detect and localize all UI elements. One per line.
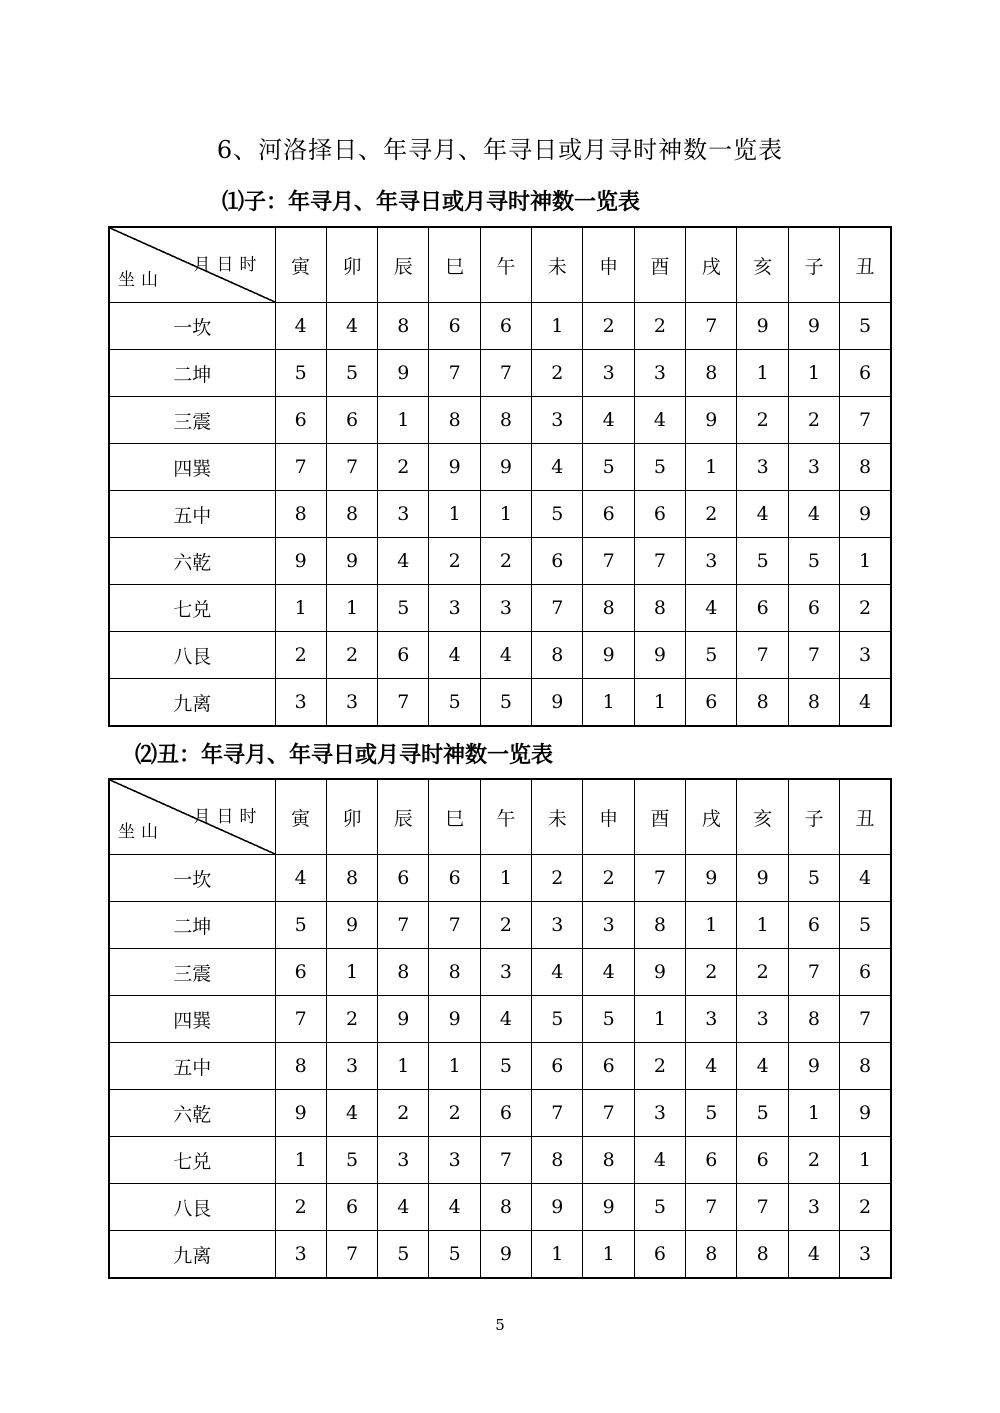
table-cell: 7: [326, 1231, 377, 1279]
column-header: 巳: [429, 779, 480, 855]
table-cell: 8: [686, 1231, 737, 1279]
table-cell: 1: [686, 444, 737, 491]
table-cell: 6: [634, 491, 685, 538]
table-cell: 2: [737, 397, 788, 444]
table-cell: 3: [326, 1043, 377, 1090]
table-cell: 4: [326, 303, 377, 350]
table-cell: 8: [532, 1137, 583, 1184]
table-cell: 9: [840, 491, 891, 538]
table-cell: 4: [275, 303, 326, 350]
table-cell: 6: [737, 1137, 788, 1184]
table-cell: 8: [788, 679, 839, 727]
table-cell: 8: [583, 1137, 634, 1184]
table-cell: 6: [737, 585, 788, 632]
table-cell: 3: [326, 679, 377, 727]
table-row: [109, 538, 891, 585]
row-label: 四巽: [109, 444, 275, 491]
row-label: 八艮: [109, 1184, 275, 1231]
table-cell: 6: [326, 1184, 377, 1231]
table-cell: 6: [583, 491, 634, 538]
table-cell: 7: [378, 679, 429, 727]
table-cell: 7: [532, 1090, 583, 1137]
table-cell: 2: [686, 491, 737, 538]
table-cell: 7: [583, 1090, 634, 1137]
table-cell: 7: [275, 444, 326, 491]
row-label: 六乾: [109, 538, 275, 585]
table-cell: 5: [378, 585, 429, 632]
table-row: [109, 303, 891, 350]
column-header: 寅: [275, 227, 326, 303]
table-cell: 1: [429, 491, 480, 538]
table-cell: 3: [686, 996, 737, 1043]
table-cell: 4: [840, 855, 891, 902]
table-cell: 7: [737, 1184, 788, 1231]
table-cell: 4: [429, 1184, 480, 1231]
column-header: 亥: [737, 779, 788, 855]
table-cell: 5: [583, 996, 634, 1043]
row-label: 九离: [109, 1231, 275, 1279]
table-cell: 9: [788, 303, 839, 350]
table-cell: 5: [326, 350, 377, 397]
table-cell: 5: [788, 855, 839, 902]
column-header: 卯: [326, 227, 377, 303]
column-header: 丑: [840, 779, 891, 855]
table-cell: 4: [378, 1184, 429, 1231]
table-cell: 9: [275, 1090, 326, 1137]
corner-column-label: 月日时: [193, 255, 263, 275]
table-cell: 5: [788, 538, 839, 585]
table-cell: 9: [378, 996, 429, 1043]
table-cell: 4: [583, 397, 634, 444]
table-cell: 2: [532, 855, 583, 902]
table-cell: 9: [686, 397, 737, 444]
column-header: 申: [583, 227, 634, 303]
table-cell: 3: [634, 350, 685, 397]
table-cell: 7: [429, 350, 480, 397]
column-header: 丑: [840, 227, 891, 303]
column-header: 寅: [275, 779, 326, 855]
table-cell: 1: [788, 1090, 839, 1137]
table-cell: 1: [634, 996, 685, 1043]
table-row: [109, 1137, 891, 1184]
table-cell: 3: [686, 538, 737, 585]
corner-row-label: 坐山: [118, 822, 164, 842]
row-label: 一坎: [109, 303, 275, 350]
table-cell: 8: [275, 1043, 326, 1090]
table-cell: 5: [737, 538, 788, 585]
column-header: 子: [788, 779, 839, 855]
table-cell: 9: [429, 444, 480, 491]
header-row: [109, 227, 891, 303]
table-cell: 9: [737, 303, 788, 350]
table-cell: 3: [532, 902, 583, 949]
row-label: 七兑: [109, 585, 275, 632]
table-row: [109, 632, 891, 679]
table-cell: 7: [634, 855, 685, 902]
table-cell: 1: [480, 855, 531, 902]
column-header: 午: [480, 779, 531, 855]
table-cell: 7: [480, 350, 531, 397]
table-row: [109, 949, 891, 996]
table-cell: 2: [480, 538, 531, 585]
row-label: 九离: [109, 679, 275, 727]
table-cell: 5: [275, 350, 326, 397]
table-cell: 3: [840, 632, 891, 679]
table-cell: 1: [480, 491, 531, 538]
table-cell: 4: [532, 949, 583, 996]
table-cell: 1: [275, 585, 326, 632]
table-cell: 8: [429, 949, 480, 996]
table-cell: 8: [429, 397, 480, 444]
column-header: 未: [532, 779, 583, 855]
table-cell: 6: [480, 1090, 531, 1137]
table-cell: 2: [480, 902, 531, 949]
table-cell: 5: [429, 1231, 480, 1279]
table-cell: 9: [634, 949, 685, 996]
table-cell: 4: [634, 1137, 685, 1184]
column-header: 亥: [737, 227, 788, 303]
table-cell: 1: [840, 1137, 891, 1184]
table-cell: 4: [583, 949, 634, 996]
table-cell: 6: [788, 585, 839, 632]
table-cell: 9: [532, 679, 583, 727]
table-cell: 7: [686, 1184, 737, 1231]
table-cell: 8: [583, 585, 634, 632]
table-cell: 6: [480, 303, 531, 350]
column-header: 巳: [429, 227, 480, 303]
table-cell: 4: [737, 491, 788, 538]
table-cell: 9: [326, 538, 377, 585]
table-cell: 5: [634, 1184, 685, 1231]
table-cell: 1: [532, 1231, 583, 1279]
table-cell: 8: [634, 902, 685, 949]
table-cell: 8: [737, 1231, 788, 1279]
table-cell: 4: [480, 996, 531, 1043]
row-label: 三震: [109, 949, 275, 996]
table-cell: 2: [840, 1184, 891, 1231]
table-cell: 7: [788, 949, 839, 996]
table-cell: 4: [788, 1231, 839, 1279]
table-cell: 6: [326, 397, 377, 444]
table-cell: 8: [840, 1043, 891, 1090]
table-cell: 9: [378, 350, 429, 397]
table-cell: 8: [326, 855, 377, 902]
table-cell: 6: [275, 949, 326, 996]
table-cell: 9: [583, 1184, 634, 1231]
table-row: [109, 491, 891, 538]
table-cell: 9: [429, 996, 480, 1043]
column-header: 未: [532, 227, 583, 303]
table-cell: 4: [429, 632, 480, 679]
table-cell: 2: [583, 855, 634, 902]
corner-column-label: 月日时: [193, 807, 263, 827]
table-cell: 4: [378, 538, 429, 585]
row-label: 五中: [109, 491, 275, 538]
table-cell: 5: [686, 1090, 737, 1137]
table-cell: 9: [326, 902, 377, 949]
table-row: [109, 996, 891, 1043]
table-cell: 7: [840, 397, 891, 444]
table-row: [109, 902, 891, 949]
table-cell: 4: [480, 632, 531, 679]
table-cell: 8: [686, 350, 737, 397]
table-cell: 6: [788, 902, 839, 949]
row-label: 二坤: [109, 902, 275, 949]
table-cell: 4: [788, 491, 839, 538]
table-cell: 7: [840, 996, 891, 1043]
table-row: [109, 1184, 891, 1231]
table-cell: 1: [634, 679, 685, 727]
table-cell: 8: [275, 491, 326, 538]
table-cell: 4: [634, 397, 685, 444]
table-cell: 3: [737, 444, 788, 491]
table-cell: 5: [275, 902, 326, 949]
table-cell: 6: [840, 949, 891, 996]
table-cell: 5: [737, 1090, 788, 1137]
table-cell: 1: [378, 397, 429, 444]
table-cell: 7: [686, 303, 737, 350]
table-cell: 6: [840, 350, 891, 397]
table-cell: 9: [275, 538, 326, 585]
table-cell: 2: [737, 949, 788, 996]
table-row: [109, 679, 891, 727]
table-cell: 2: [788, 1137, 839, 1184]
table-cell: 2: [788, 397, 839, 444]
table-row: [109, 397, 891, 444]
table-cell: 6: [378, 855, 429, 902]
table-cell: 3: [634, 1090, 685, 1137]
table-cell: 6: [686, 1137, 737, 1184]
table-cell: 8: [737, 679, 788, 727]
column-header: 辰: [378, 227, 429, 303]
table-cell: 4: [686, 1043, 737, 1090]
column-header: 酉: [634, 779, 685, 855]
table-cell: 5: [480, 1043, 531, 1090]
table-cell: 5: [429, 679, 480, 727]
table-cell: 7: [429, 902, 480, 949]
table-cell: 5: [840, 902, 891, 949]
page-title: 6、河洛择日、年寻月、年寻日或月寻时神数一览表: [216, 136, 784, 164]
table-row: [109, 855, 891, 902]
table-cell: 2: [583, 303, 634, 350]
table-cell: 3: [480, 585, 531, 632]
table-cell: 1: [532, 303, 583, 350]
column-header: 酉: [634, 227, 685, 303]
table-cell: 2: [378, 1090, 429, 1137]
table-cell: 9: [480, 1231, 531, 1279]
table-cell: 1: [737, 902, 788, 949]
table-1: [108, 226, 892, 727]
table-cell: 3: [429, 585, 480, 632]
column-header: 子: [788, 227, 839, 303]
table-cell: 3: [840, 1231, 891, 1279]
table-cell: 8: [378, 303, 429, 350]
table-cell: 6: [686, 679, 737, 727]
table-cell: 9: [480, 444, 531, 491]
corner-header-cell: [109, 227, 275, 303]
table-1-title: ⑴子：年寻月、年寻日或月寻时神数一览表: [222, 190, 641, 215]
table-2-title: ⑵丑：年寻月、年寻日或月寻时神数一览表: [135, 743, 554, 768]
table-row: [109, 1090, 891, 1137]
row-label: 一坎: [109, 855, 275, 902]
column-header: 戌: [686, 779, 737, 855]
table-cell: 7: [378, 902, 429, 949]
table-cell: 6: [429, 855, 480, 902]
table-cell: 7: [583, 538, 634, 585]
table-row: [109, 350, 891, 397]
table-cell: 3: [378, 491, 429, 538]
column-header: 午: [480, 227, 531, 303]
row-label: 四巽: [109, 996, 275, 1043]
table-cell: 2: [326, 996, 377, 1043]
column-header: 戌: [686, 227, 737, 303]
table-cell: 5: [532, 491, 583, 538]
table-cell: 1: [840, 538, 891, 585]
table-cell: 8: [788, 996, 839, 1043]
table-cell: 7: [275, 996, 326, 1043]
table-cell: 2: [686, 949, 737, 996]
table-cell: 9: [686, 855, 737, 902]
table-cell: 3: [429, 1137, 480, 1184]
table-cell: 9: [634, 632, 685, 679]
table-cell: 3: [583, 350, 634, 397]
table-cell: 6: [634, 1231, 685, 1279]
table-cell: 5: [634, 444, 685, 491]
table-cell: 2: [532, 350, 583, 397]
corner-row-label: 坐山: [118, 270, 164, 290]
table-cell: 4: [275, 855, 326, 902]
table-cell: 5: [840, 303, 891, 350]
table-cell: 4: [532, 444, 583, 491]
table-cell: 3: [480, 949, 531, 996]
table-cell: 7: [634, 538, 685, 585]
column-header: 辰: [378, 779, 429, 855]
table-cell: 5: [378, 1231, 429, 1279]
column-header: 卯: [326, 779, 377, 855]
table-cell: 3: [583, 902, 634, 949]
row-label: 二坤: [109, 350, 275, 397]
table-cell: 2: [840, 585, 891, 632]
table-row: [109, 1043, 891, 1090]
table-cell: 8: [480, 1184, 531, 1231]
table-cell: 2: [275, 632, 326, 679]
table-cell: 4: [326, 1090, 377, 1137]
table-cell: 7: [788, 632, 839, 679]
table-cell: 5: [686, 632, 737, 679]
table-cell: 6: [532, 538, 583, 585]
table-cell: 1: [583, 679, 634, 727]
table-row: [109, 1231, 891, 1279]
table-row: [109, 585, 891, 632]
table-cell: 3: [275, 679, 326, 727]
table-cell: 1: [378, 1043, 429, 1090]
page-number: 5: [495, 1316, 505, 1334]
table-cell: 3: [788, 444, 839, 491]
row-label: 六乾: [109, 1090, 275, 1137]
table-cell: 1: [737, 350, 788, 397]
table-cell: 9: [840, 1090, 891, 1137]
table-cell: 4: [686, 585, 737, 632]
table-cell: 6: [583, 1043, 634, 1090]
table-cell: 8: [532, 632, 583, 679]
table-cell: 8: [634, 585, 685, 632]
table-cell: 2: [429, 538, 480, 585]
table-cell: 7: [532, 585, 583, 632]
table-cell: 6: [532, 1043, 583, 1090]
table-cell: 1: [275, 1137, 326, 1184]
row-label: 三震: [109, 397, 275, 444]
table-cell: 5: [326, 1137, 377, 1184]
table-cell: 1: [326, 585, 377, 632]
row-label: 八艮: [109, 632, 275, 679]
corner-header-cell: [109, 779, 275, 855]
table-cell: 2: [634, 1043, 685, 1090]
table-cell: 8: [326, 491, 377, 538]
table-cell: 3: [737, 996, 788, 1043]
row-label: 七兑: [109, 1137, 275, 1184]
table-cell: 6: [378, 632, 429, 679]
table-cell: 8: [378, 949, 429, 996]
table-cell: 7: [737, 632, 788, 679]
table-cell: 1: [788, 350, 839, 397]
table-cell: 7: [326, 444, 377, 491]
table-cell: 5: [532, 996, 583, 1043]
table-cell: 4: [840, 679, 891, 727]
table-cell: 3: [275, 1231, 326, 1279]
table-cell: 4: [737, 1043, 788, 1090]
table-cell: 7: [480, 1137, 531, 1184]
table-cell: 9: [583, 632, 634, 679]
table-cell: 9: [532, 1184, 583, 1231]
table-cell: 1: [326, 949, 377, 996]
table-cell: 1: [429, 1043, 480, 1090]
table-cell: 8: [840, 444, 891, 491]
table-cell: 2: [429, 1090, 480, 1137]
table-cell: 1: [583, 1231, 634, 1279]
table-cell: 2: [634, 303, 685, 350]
table-cell: 5: [583, 444, 634, 491]
table-cell: 1: [686, 902, 737, 949]
table-cell: 3: [378, 1137, 429, 1184]
row-label: 五中: [109, 1043, 275, 1090]
table-cell: 2: [326, 632, 377, 679]
header-row: [109, 779, 891, 855]
table-cell: 8: [480, 397, 531, 444]
table-2: [108, 778, 892, 1279]
table-cell: 3: [788, 1184, 839, 1231]
table-cell: 2: [275, 1184, 326, 1231]
table-cell: 9: [737, 855, 788, 902]
table-cell: 5: [480, 679, 531, 727]
table-cell: 2: [378, 444, 429, 491]
column-header: 申: [583, 779, 634, 855]
table-row: [109, 444, 891, 491]
table-cell: 9: [788, 1043, 839, 1090]
table-cell: 6: [429, 303, 480, 350]
table-cell: 6: [275, 397, 326, 444]
table-cell: 3: [532, 397, 583, 444]
